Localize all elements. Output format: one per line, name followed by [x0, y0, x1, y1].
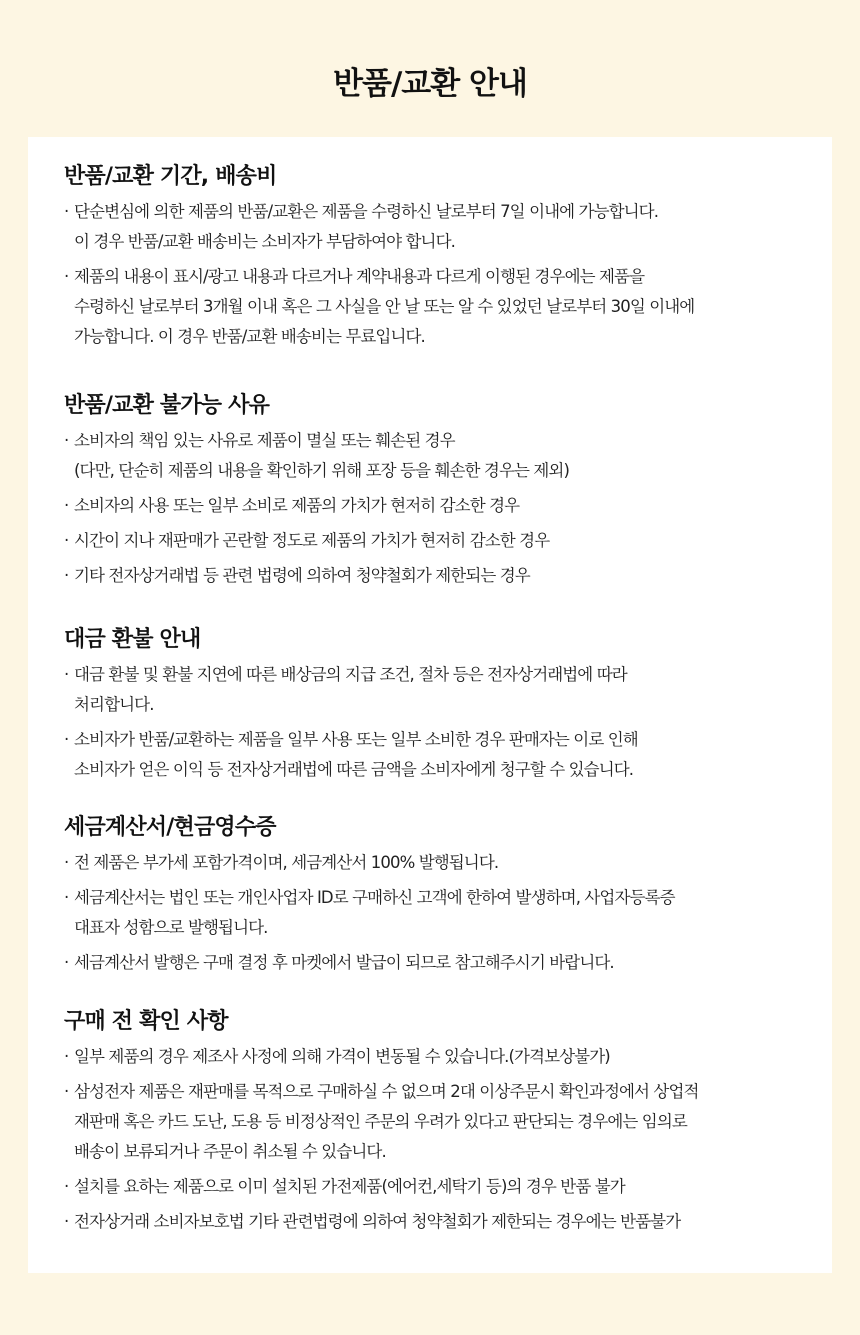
item-list [64, 848, 814, 978]
item-text-line: 수령하신 날로부터 3개월 이내 혹은 그 사실을 안 날 또는 알 수 있었던 날로부터 30일 이내에 [74, 297, 695, 316]
section-heading: 대금 환불 안내 [64, 627, 201, 652]
bullet-icon: · [64, 431, 69, 450]
list-item [64, 262, 814, 352]
list-item [64, 197, 814, 257]
item-list [64, 1042, 814, 1237]
section-return-not-allowed [64, 390, 814, 596]
item-list [64, 426, 814, 591]
section-heading: 세금계산서/현금영수증 [64, 815, 276, 840]
item-text-line: 일부 제품의 경우 제조사 사정에 의해 가격이 변동될 수 있습니다.(가격보상불가) [74, 1047, 610, 1066]
bullet-icon: · [64, 730, 69, 749]
item-text-line: 시간이 지나 재판매가 곤란할 정도로 제품의 가치가 현저히 감소한 경우 [74, 531, 550, 550]
list-item [64, 426, 814, 486]
item-text-line: 이 경우 반품/교환 배송비는 소비자가 부담하여야 합니다. [74, 232, 455, 251]
item-text-line: 기타 전자상거래법 등 관련 법령에 의하여 청약철회가 제한되는 경우 [74, 566, 530, 585]
item-text-line: (다만, 단순히 제품의 내용을 확인하기 위해 포장 등을 훼손한 경우는 제외) [74, 461, 569, 480]
bullet-icon: · [64, 953, 69, 972]
section-return-period [64, 161, 814, 357]
list-item [64, 1172, 814, 1202]
section-heading: 구매 전 확인 사항 [64, 1009, 228, 1034]
page-title: 반품/교환 안내 [333, 66, 527, 102]
item-text-line: 소비자의 책임 있는 사유로 제품이 멸실 또는 훼손된 경우 [74, 431, 455, 450]
bullet-icon: · [64, 566, 69, 585]
item-text-line: 소비자가 얻은 이익 등 전자상거래법에 따른 금액을 소비자에게 청구할 수 있습니다. [74, 760, 634, 779]
item-text-line: 대금 환불 및 환불 지연에 따른 배상금의 지급 조건, 절차 등은 전자상거래법에 따라 [74, 665, 627, 684]
info-card [28, 137, 832, 1273]
item-text-line: 단순변심에 의한 제품의 반품/교환은 제품을 수령하신 날로부터 7일 이내에 가능합니다. [74, 202, 659, 221]
item-text-line: 소비자가 반품/교환하는 제품을 일부 사용 또는 일부 소비한 경우 판매자는 이로 인해 [74, 730, 638, 749]
list-item [64, 1207, 814, 1237]
item-text-line: 전자상거래 소비자보호법 기타 관련법령에 의하여 청약철회가 제한되는 경우에는 반품불가 [74, 1212, 681, 1231]
item-text-line: 제품의 내용이 표시/광고 내용과 다르거나 계약내용과 다르게 이행된 경우에는 제품을 [74, 267, 645, 286]
section-heading: 반품/교환 기간, 배송비 [64, 164, 277, 189]
section-pre-purchase-check [64, 1006, 814, 1242]
item-text-line: 세금계산서 발행은 구매 결정 후 마켓에서 발급이 되므로 참고해주시기 바랍니다. [74, 953, 614, 972]
bullet-icon: · [64, 1082, 69, 1101]
item-list [64, 197, 814, 352]
section-tax-invoice [64, 812, 814, 983]
list-item [64, 660, 814, 720]
list-item [64, 725, 814, 785]
item-text-line: 대표자 성함으로 발행됩니다. [74, 918, 268, 937]
list-item [64, 948, 814, 978]
bullet-icon: · [64, 1047, 69, 1066]
item-text-line: 재판매 혹은 카드 도난, 도용 등 비정상적인 주문의 우려가 있다고 판단되는 경우에는 임의로 [74, 1112, 687, 1131]
section-heading: 반품/교환 불가능 사유 [64, 393, 270, 418]
bullet-icon: · [64, 853, 69, 872]
bullet-icon: · [64, 531, 69, 550]
item-list [64, 660, 814, 785]
bullet-icon: · [64, 1212, 69, 1231]
bullet-icon: · [64, 267, 69, 286]
list-item [64, 1042, 814, 1072]
list-item [64, 1077, 814, 1167]
list-item [64, 848, 814, 878]
list-item [64, 883, 814, 943]
list-item [64, 526, 814, 556]
item-text-line: 가능합니다. 이 경우 반품/교환 배송비는 무료입니다. [74, 327, 425, 346]
item-text-line: 전 제품은 부가세 포함가격이며, 세금계산서 100% 발행됩니다. [74, 853, 499, 872]
item-text-line: 설치를 요하는 제품으로 이미 설치된 가전제품(에어컨,세탁기 등)의 경우 반품 불가 [74, 1177, 625, 1196]
bullet-icon: · [64, 665, 69, 684]
list-item [64, 561, 814, 591]
bullet-icon: · [64, 202, 69, 221]
list-item [64, 491, 814, 521]
bullet-icon: · [64, 1177, 69, 1196]
item-text-line: 배송이 보류되거나 주문이 취소될 수 있습니다. [74, 1142, 386, 1161]
item-text-line: 처리합니다. [74, 695, 154, 714]
item-text-line: 소비자의 사용 또는 일부 소비로 제품의 가치가 현저히 감소한 경우 [74, 496, 520, 515]
item-text-line: 세금계산서는 법인 또는 개인사업자 ID로 구매하신 고객에 한하여 발생하며, 사업자등록증 [74, 888, 675, 907]
bullet-icon: · [64, 496, 69, 515]
section-refund-guide [64, 624, 814, 790]
item-text-line: 삼성전자 제품은 재판매를 목적으로 구매하실 수 없으며 2대 이상주문시 확인과정에서 상업적 [74, 1082, 699, 1101]
bullet-icon: · [64, 888, 69, 907]
